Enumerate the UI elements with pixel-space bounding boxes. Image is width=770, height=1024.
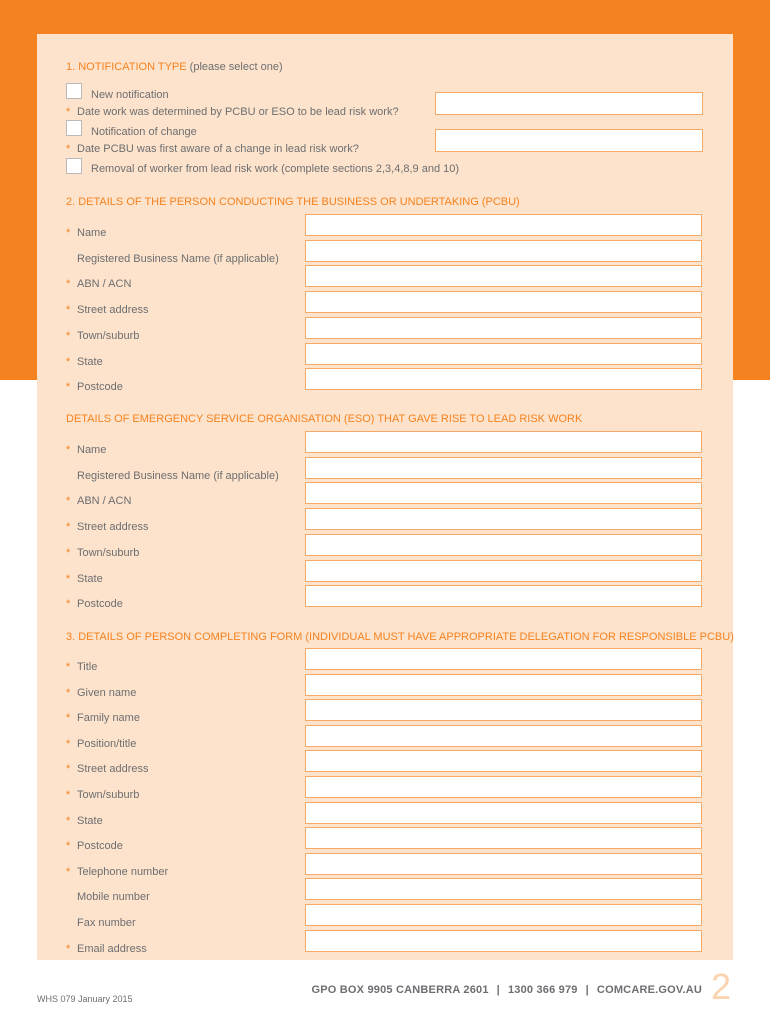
- completer-field-label: Fax number: [77, 917, 136, 929]
- required-marker: *: [66, 712, 71, 725]
- required-marker: *: [66, 661, 71, 673]
- required-marker: *: [66, 521, 71, 534]
- footer-separator: |: [585, 984, 589, 996]
- completer-field-input[interactable]: [305, 930, 702, 952]
- pcbu-field-label: Name: [77, 227, 107, 239]
- completer-field-input[interactable]: [305, 853, 702, 875]
- required-marker: *: [66, 572, 71, 585]
- pcbu-field-input[interactable]: [305, 265, 702, 287]
- pcbu-field-input[interactable]: [305, 240, 702, 262]
- eso-field-label: Street address: [77, 521, 149, 534]
- completer-field-label: Town/suburb: [77, 789, 140, 801]
- new-notification-label: New notification: [91, 89, 169, 101]
- required-marker: *: [66, 143, 71, 155]
- pcbu-field-label: ABN / ACN: [77, 278, 132, 291]
- required-marker: *: [66, 227, 71, 239]
- required-marker: *: [66, 329, 71, 342]
- completer-field-input[interactable]: [305, 648, 702, 670]
- required-marker: *: [66, 381, 71, 394]
- required-marker: *: [66, 840, 71, 853]
- notification-of-change-checkbox[interactable]: [66, 120, 82, 136]
- completer-field-label: Telephone number: [77, 865, 169, 878]
- notification-of-change-label: Notification of change: [91, 126, 197, 138]
- completer-field-label: Street address: [77, 763, 149, 776]
- completer-field-input[interactable]: [305, 699, 702, 721]
- completer-field-input[interactable]: [305, 904, 702, 926]
- pcbu-field-label: Street address: [77, 304, 149, 317]
- footer-separator: |: [496, 984, 500, 996]
- pcbu-field-label: Registered Business Name (if applicable): [77, 252, 279, 265]
- required-marker: *: [66, 942, 71, 955]
- pcbu-field-label: Postcode: [77, 381, 123, 394]
- completer-field-label: Position/title: [77, 737, 137, 750]
- required-marker: *: [66, 686, 71, 699]
- new-notification-checkbox[interactable]: [66, 83, 82, 99]
- removal-of-worker-label: Removal of worker from lead risk work (complete sections 2,3,4,8,9 and 10): [91, 163, 460, 175]
- required-marker: *: [66, 814, 71, 827]
- completer-field-input[interactable]: [305, 776, 702, 798]
- eso-heading: DETAILS OF EMERGENCY SERVICE ORGANISATION (ESO) THAT GAVE RISE TO LEAD RISK WORK: [66, 413, 583, 425]
- eso-field-label: Registered Business Name (if applicable): [77, 469, 279, 482]
- completer-field-label: Email address: [77, 942, 147, 955]
- completer-field-label: Mobile number: [77, 891, 150, 904]
- required-marker: *: [66, 355, 71, 368]
- pcbu-field-input[interactable]: [305, 317, 702, 339]
- completer-field-input[interactable]: [305, 674, 702, 696]
- completer-field-label: State: [77, 814, 103, 827]
- section1-subtitle: (please select one): [189, 61, 283, 73]
- footer-phone: 1300 366 979: [507, 984, 578, 996]
- new-notification-date-input[interactable]: [435, 92, 703, 115]
- required-marker: *: [66, 763, 71, 776]
- required-marker: *: [66, 304, 71, 317]
- footer-address: GPO BOX 9905 CANBERRA 2601: [311, 984, 489, 996]
- section3-heading: 3. DETAILS OF PERSON COMPLETING FORM (INDIVIDUAL MUST HAVE APPROPRIATE DELEGATION FOR RESPONSIBLE PCBU): [66, 631, 734, 643]
- eso-field-input[interactable]: [305, 482, 702, 504]
- eso-field-input[interactable]: [305, 534, 702, 556]
- eso-field-input[interactable]: [305, 585, 702, 607]
- eso-field-label: Postcode: [77, 598, 123, 611]
- eso-field-label: State: [77, 572, 103, 585]
- pcbu-field-label: Town/suburb: [77, 329, 140, 342]
- completer-field-input[interactable]: [305, 827, 702, 849]
- required-marker: *: [66, 598, 71, 611]
- page-number: 2: [711, 966, 732, 1007]
- completer-field-input[interactable]: [305, 802, 702, 824]
- completer-field-input[interactable]: [305, 725, 702, 747]
- eso-field-input[interactable]: [305, 431, 702, 453]
- footer-website[interactable]: COMCARE.GOV.AU: [596, 984, 702, 996]
- completer-field-label: Family name: [77, 712, 140, 725]
- removal-of-worker-checkbox[interactable]: [66, 158, 82, 174]
- completer-field-label: Title: [77, 661, 98, 673]
- document-reference: WHS 079 January 2015: [37, 994, 133, 1004]
- section1-title: 1. NOTIFICATION TYPE: [66, 61, 187, 73]
- completer-field-input[interactable]: [305, 878, 702, 900]
- new-notification-date-question: Date work was determined by PCBU or ESO to be lead risk work?: [77, 106, 399, 118]
- pcbu-field-input[interactable]: [305, 368, 702, 390]
- change-date-input[interactable]: [435, 129, 703, 152]
- completer-field-label: Postcode: [77, 840, 123, 853]
- required-marker: *: [66, 106, 71, 118]
- required-marker: *: [66, 278, 71, 291]
- pcbu-field-input[interactable]: [305, 214, 702, 236]
- required-marker: *: [66, 789, 71, 801]
- eso-field-label: ABN / ACN: [77, 495, 132, 508]
- required-marker: *: [66, 737, 71, 750]
- required-marker: *: [66, 865, 71, 878]
- change-date-question: Date PCBU was first aware of a change in lead risk work?: [77, 143, 359, 155]
- eso-field-input[interactable]: [305, 560, 702, 582]
- required-marker: *: [66, 495, 71, 508]
- completer-field-label: Given name: [77, 686, 137, 699]
- completer-field-input[interactable]: [305, 750, 702, 772]
- section1-heading: [66, 61, 283, 73]
- pcbu-field-input[interactable]: [305, 343, 702, 365]
- eso-field-label: Name: [77, 444, 107, 456]
- eso-field-label: Town/suburb: [77, 546, 140, 559]
- pcbu-field-label: State: [77, 355, 103, 368]
- eso-field-input[interactable]: [305, 508, 702, 530]
- section2-heading: 2. DETAILS OF THE PERSON CONDUCTING THE BUSINESS OR UNDERTAKING (PCBU): [66, 196, 520, 208]
- eso-field-input[interactable]: [305, 457, 702, 479]
- footer-contact: [311, 984, 702, 996]
- pcbu-field-input[interactable]: [305, 291, 702, 313]
- required-marker: *: [66, 444, 71, 456]
- required-marker: *: [66, 546, 71, 559]
